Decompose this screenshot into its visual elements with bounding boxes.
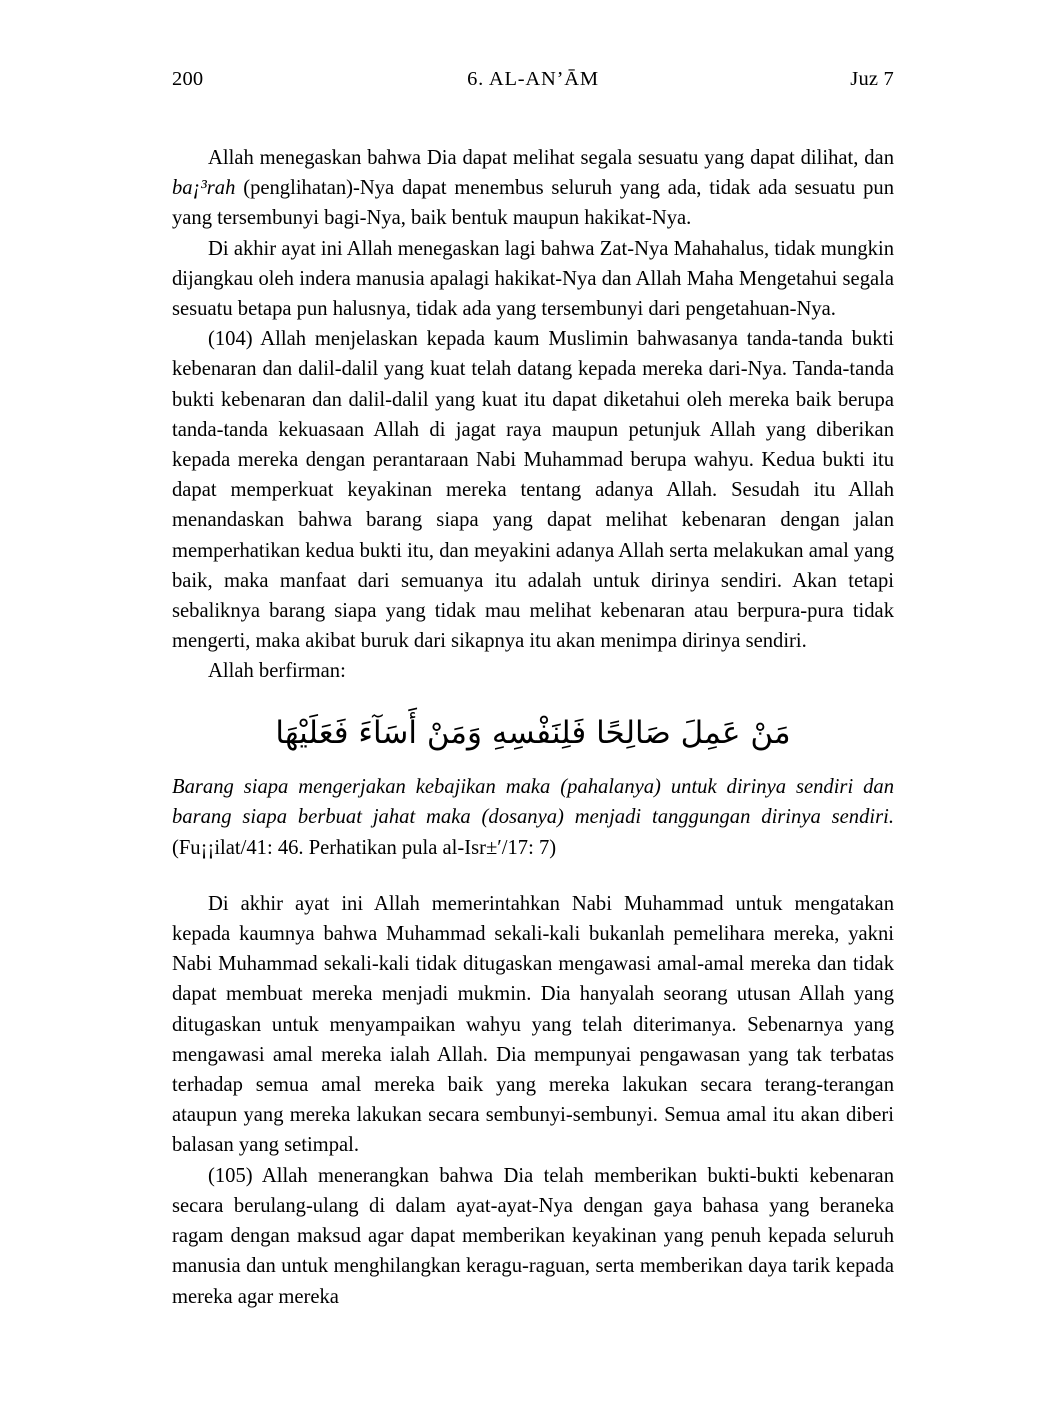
juz-label: Juz 7 <box>850 68 894 90</box>
text-run: Di akhir ayat ini Allah memerintahkan Nabi Muhammad untuk mengatakan kepada kaumnya bahwa Muhammad sekali-kali bukanlah pemelihara mereka, yakni Nabi Muhammad sekali-kali tidak ditugaskan mengawasi amal-amal mereka dan tidak dapat membuat mereka menjadi mukmin. Dia hanyalah seorang utusan Allah yang ditugaskan untuk menyampaikan wahyu yang telah diterimanya. Sebenarnya yang mengawasi amal mereka ialah Allah. Dia mempunyai pengawasan yang tak terbatas terhadap semua amal mereka baik yang mereka lakukan secara terang-terangan ataupun yang mereka lakukan secara sembunyi-sembunyi. Semua amal itu akan diberi balasan yang setimpal. <box>172 892 894 1157</box>
paragraph <box>172 143 894 234</box>
paragraph <box>172 234 894 325</box>
arabic-verse: مَنْ عَمِلَ صَالِحًا فَلِنَفْسِهِ وَمَنْ أَسَآءَ فَعَلَيْهَا <box>275 714 791 751</box>
surah-title: 6. AL-AN’ĀM <box>467 68 599 90</box>
body-text-after-verse <box>172 889 894 1312</box>
text-run: (104) Allah menjelaskan kepada kaum Muslimin bahwasanya tanda-tanda bukti kebenaran dan dalil-dalil yang kuat telah datang kepada mereka dari-Nya. Tanda-tanda bukti kebenaran dan dalil-dalil yang kuat itu dapat diketahui oleh mereka baik berupa tanda-tanda kekuasaan Allah di jagat raya maupun petunjuk Allah yang diberikan kepada mereka dengan perantaraan Nabi Muhammad berupa wahyu. Kedua bukti itu dapat memperkuat keyakinan mereka tentang adanya Allah. Sesudah itu Allah menandaskan bahwa barang siapa yang dapat melihat kebenaran dengan jalan memperhatikan kedua bukti itu, dan meyakini adanya Allah serta melakukan amal yang baik, maka manfaat dari semuanya itu adalah untuk dirinya sendiri. Akan tetapi sebaliknya barang siapa yang tidak mau melihat kebenaran atau berpura-pura tidak mengerti, maka akibat buruk dari sikapnya itu akan menimpa dirinya sendiri. <box>172 328 894 653</box>
body-text-before-verse <box>172 143 894 687</box>
paragraph <box>172 656 894 686</box>
text-run: (penglihatan)-Nya dapat menembus seluruh yang ada, tidak ada sesuatu pun yang tersembunyi bagi-Nya, baik bentuk maupun hakikat-Nya. <box>172 177 894 230</box>
paragraph <box>172 889 894 1161</box>
text-run: Allah berfirman: <box>208 660 346 683</box>
page-number: 200 <box>172 68 204 90</box>
translation-reference: (Fu¡¡ilat/41: 46. Perhatikan pula al-Isr±ʹ/17: 7) <box>172 836 557 859</box>
text-run: Di akhir ayat ini Allah menegaskan lagi bahwa Zat-Nya Mahahalus, tidak mungkin dijangkau oleh indera manusia apalagi hakikat-Nya dan Allah Maha Mengetahui segala sesuatu betapa pun halusnya, tidak ada yang tersembunyi dari pengetahuan-Nya. <box>172 237 894 321</box>
translation-text: Barang siapa mengerjakan kebajikan maka (pahalanya) untuk dirinya sendiri dan barang siapa berbuat jahat maka (dosanya) menjadi tanggungan dirinya sendiri. <box>172 776 894 829</box>
text-run: (105) Allah menerangkan bahwa Dia telah memberikan bukti-bukti kebenaran secara berulang-ulang di dalam ayat-ayat-Nya dengan gaya bahasa yang beraneka ragam dengan maksud agar dapat memberikan keyakinan yang penuh kepada seluruh manusia dan untuk menghilangkan keragu-raguan, serta memberikan daya tarik kepada mereka agar mereka <box>172 1164 894 1308</box>
spacer <box>172 863 894 889</box>
emphasized-term: ba¡³rah <box>172 177 236 200</box>
verse-translation <box>172 772 894 863</box>
text-run: Allah menegaskan bahwa Dia dapat melihat segala sesuatu yang dapat dilihat, dan <box>208 147 894 169</box>
paragraph <box>172 1161 894 1312</box>
page-content <box>172 68 894 1312</box>
paragraph <box>172 324 894 656</box>
page-header <box>172 68 894 91</box>
